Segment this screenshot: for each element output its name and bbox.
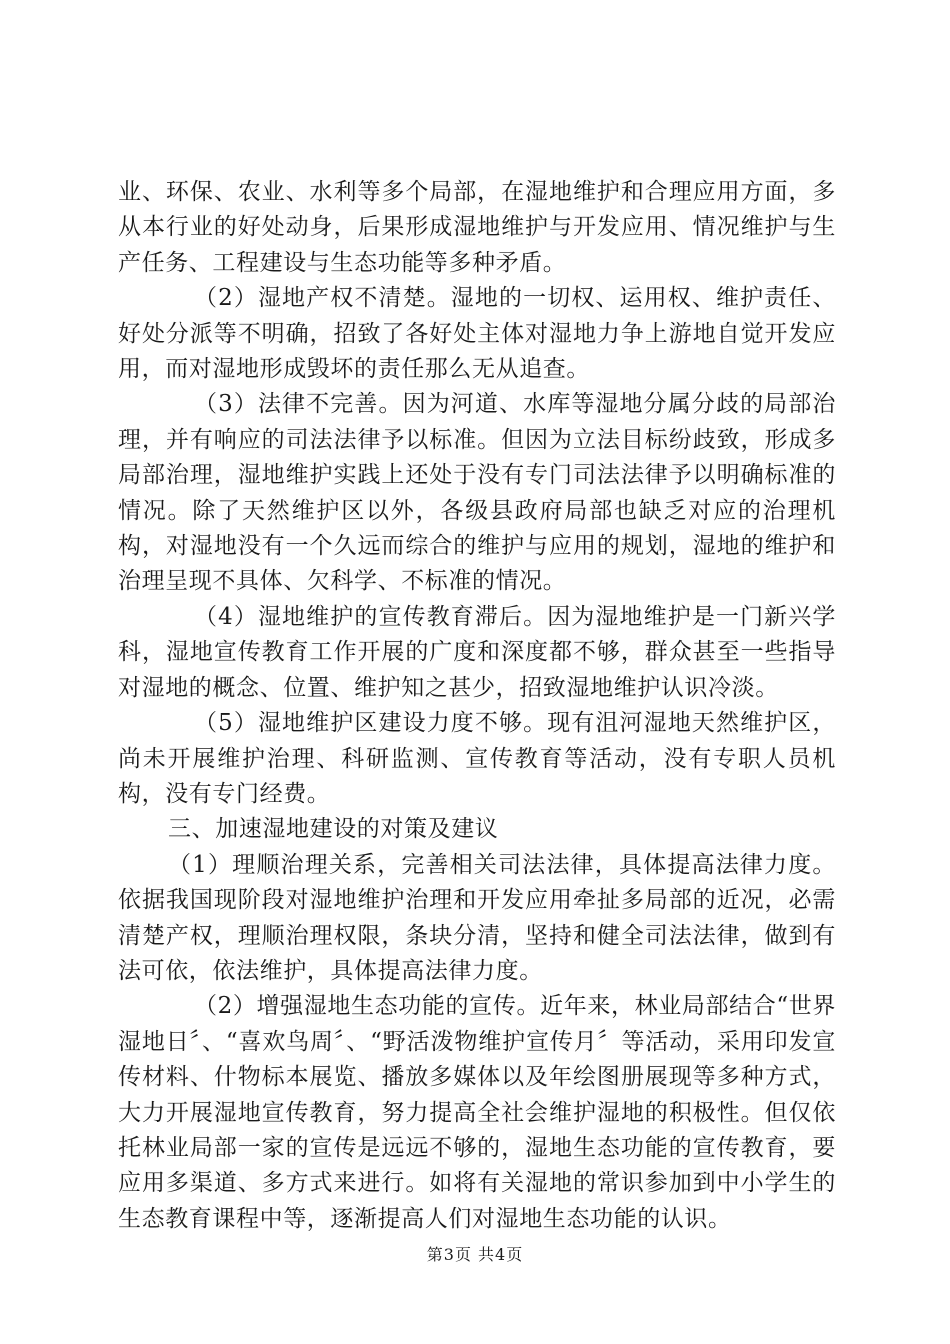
document-body [118,175,836,1237]
paragraph-item-4: （4）湿地维护的宣传教育滞后。因为湿地维护是一门新兴学科，湿地宣传教育工作开展的广度和深度都不够，群众甚至一些指导对湿地的概念、位置、维护知之甚少，招致湿地维护认识冷淡。 [118,603,836,701]
paragraph-item-5: （5）湿地维护区建设力度不够。现有沮河湿地天然维护区，尚未开展维护治理、科研监测、宣传教育等活动，没有专职人员机构，没有专门经费。 [118,710,836,807]
paragraph-item-3: （3）法律不完善。因为河道、水库等湿地分属分歧的局部治理，并有响应的司法法律予以标准。但因为立法目标纷歧致，形成多局部治理，湿地维护实践上还处于没有专门司法法律予以明确标准的情况。除了天然维护区以外，各级县政府局部也缺乏对应的治理机构，对湿地没有一个久远而综合的维护与应用的规划，湿地的维护和治理呈现不具体、欠科学、不标准的情况。 [118,391,836,595]
paragraph-measure-2: （2）增强湿地生态功能的宣传。近年来，林业局部结合“世界湿地日〞、“喜欢鸟周〞、“野活泼物维护宣传月〞等活动，采用印发宣传材料、什物标本展览、播放多媒体以及年绘图册展现等多种方式，大力开展湿地宣传教育，努力提高全社会维护湿地的积极性。但仅依托林业局部一家的宣传是远远不够的，湿地生态功能的宣传教育，要应用多渠道、多方式来进行。如将有关湿地的常识参加到中小学生的生态教育课程中等，逐渐提高人们对湿地生态功能的认识。 [118,993,836,1232]
paragraph-item-2: （2）湿地产权不清楚。湿地的一切权、运用权、维护责任、好处分派等不明确，招致了各好处主体对湿地力争上游地自觉开发应用，而对湿地形成毁坏的责任那么无从追查。 [118,285,836,383]
section-heading: 三、加速湿地建设的对策及建议 [168,816,499,843]
page-number: 第3页 共4页 [426,1245,524,1264]
paragraph-measure-1: （1）理顺治理关系，完善相关司法法律，具体提高法律力度。依据我国现阶段对湿地维护治理和开发应用牵扯多局部的近况，必需清楚产权，理顺治理权限，条块分清，坚持和健全司法法律，做到有法可依，依法维护，具体提高法律力度。 [118,851,836,984]
paragraph-continuation: 业、环保、农业、水利等多个局部，在湿地维护和合理应用方面，多从本行业的好处动身，后果形成湿地维护与开发应用、情况维护与生产任务、工程建设与生态功能等多种矛盾。 [118,179,836,276]
